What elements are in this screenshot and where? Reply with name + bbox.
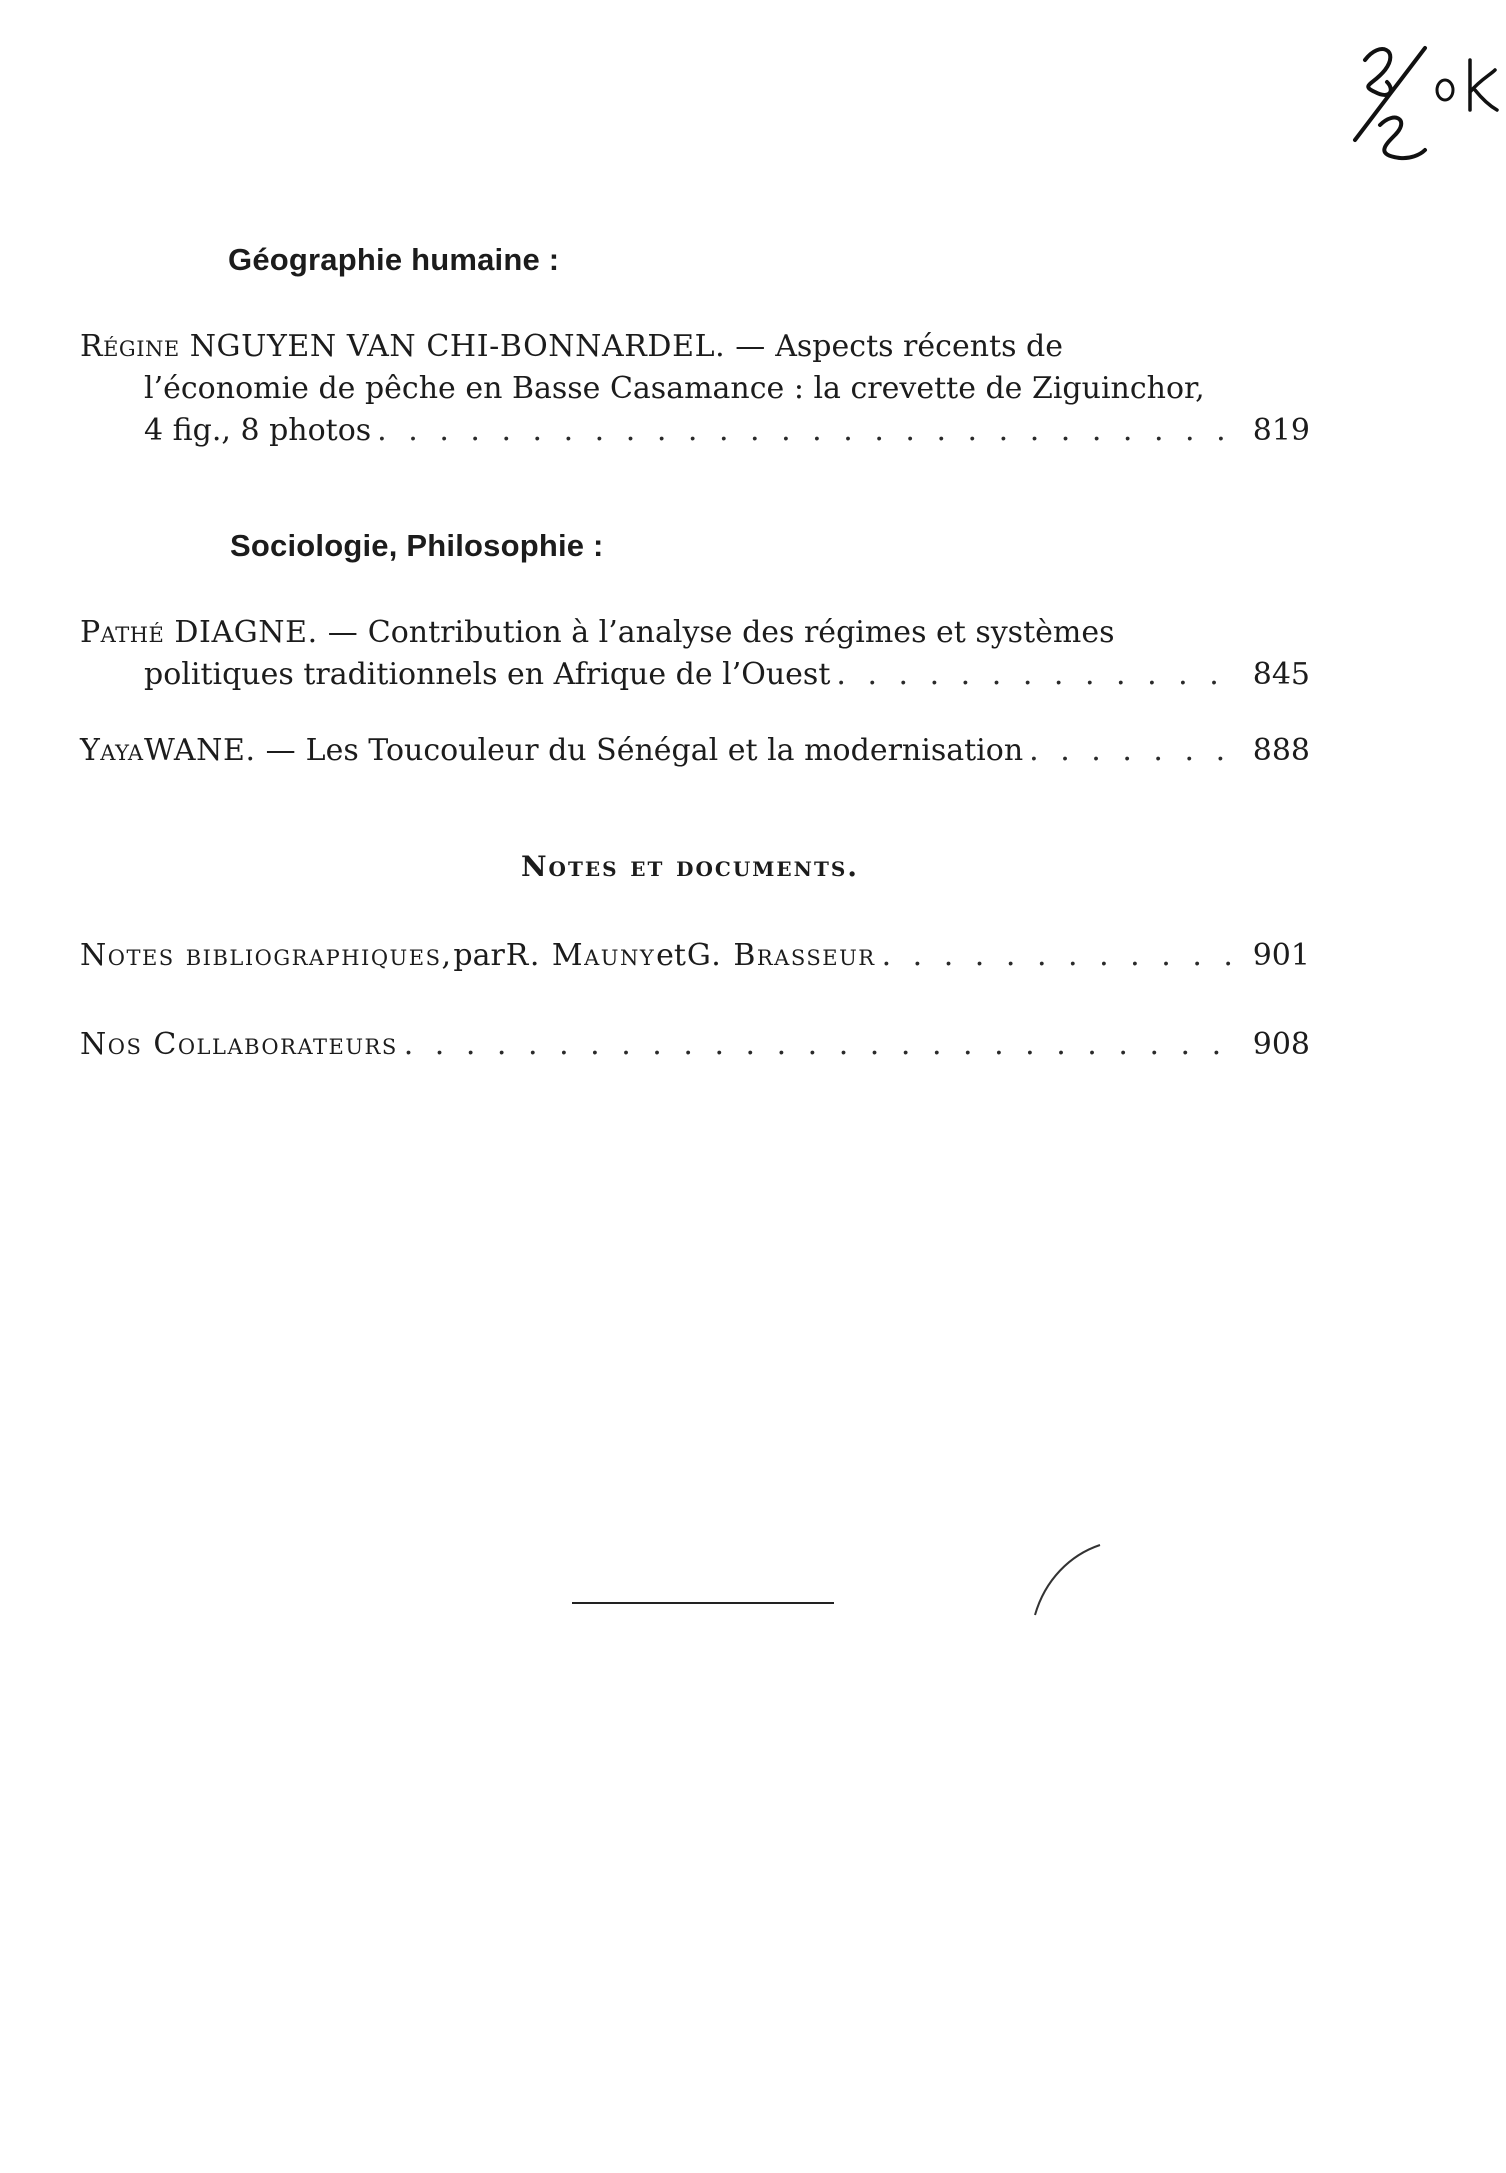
entry-line <box>80 368 1310 410</box>
handwritten-annotation <box>1325 30 1505 170</box>
author-surname: NGUYEN VAN CHI-BONNARDEL. <box>189 329 726 364</box>
dot-leader <box>836 654 1234 696</box>
toc-entry-notes-bibliographiques <box>80 935 1310 977</box>
entry-author: R. Mauny <box>505 938 656 973</box>
author-given-name: Régine <box>80 329 180 364</box>
entry-line <box>80 612 1310 654</box>
toc-entry-diagne <box>80 612 1310 696</box>
author-given-name: Yaya <box>80 733 144 768</box>
dot-leader <box>882 935 1234 977</box>
dot-leader <box>404 1024 1234 1066</box>
em-dash: — <box>327 615 358 650</box>
section-heading-sociologie: Sociologie, Philosophie : <box>230 528 604 563</box>
entry-title-line: Aspects récents de <box>775 329 1063 364</box>
entry-conjunction: et <box>656 938 686 973</box>
entry-line <box>80 410 1310 452</box>
page-number: 901 <box>1252 938 1310 973</box>
page-number: 845 <box>1252 657 1310 692</box>
author-given-name: Pathé <box>80 615 165 650</box>
toc-entry-nos-collaborateurs <box>80 1024 1310 1066</box>
dot-leader <box>377 410 1234 452</box>
entry-label: Nos Collaborateurs <box>80 1027 398 1062</box>
entry-line <box>80 935 1310 977</box>
page-number: 908 <box>1252 1027 1310 1062</box>
dot-leader <box>1029 730 1234 772</box>
page-number: 888 <box>1252 733 1310 768</box>
pen-mark <box>1025 1540 1125 1620</box>
entry-title-line: Contribution à l’analyse des régimes et systèmes <box>367 615 1115 650</box>
notes-documents-heading: Notes et documents. <box>520 850 860 883</box>
section-heading-geographie: Géographie humaine : <box>228 242 560 277</box>
entry-author: G. Brasseur <box>686 938 876 973</box>
entry-by: par <box>453 938 505 973</box>
toc-entry-wane <box>80 730 1310 772</box>
page-number: 819 <box>1252 413 1310 448</box>
author-surname: DIAGNE. <box>174 615 318 650</box>
toc-entry-nguyen <box>80 326 1310 452</box>
entry-line <box>80 654 1310 696</box>
closing-rule <box>572 1602 834 1604</box>
entry-line <box>80 326 1310 368</box>
em-dash: — <box>265 733 296 768</box>
entry-line <box>80 730 1310 772</box>
entry-label: Notes bibliographiques, <box>80 938 453 973</box>
author-surname: WANE. <box>143 733 256 768</box>
entry-title-line: 4 fig., 8 photos <box>144 413 372 448</box>
entry-title-line: Les Toucouleur du Sénégal et la modernisation <box>305 733 1024 768</box>
entry-title-line: politiques traditionnels en Afrique de l’Ouest <box>144 657 831 692</box>
entry-title-line: l’économie de pêche en Basse Casamance : la crevette de Ziguinchor, <box>144 371 1205 406</box>
em-dash: — <box>735 329 766 364</box>
entry-line <box>80 1024 1310 1066</box>
